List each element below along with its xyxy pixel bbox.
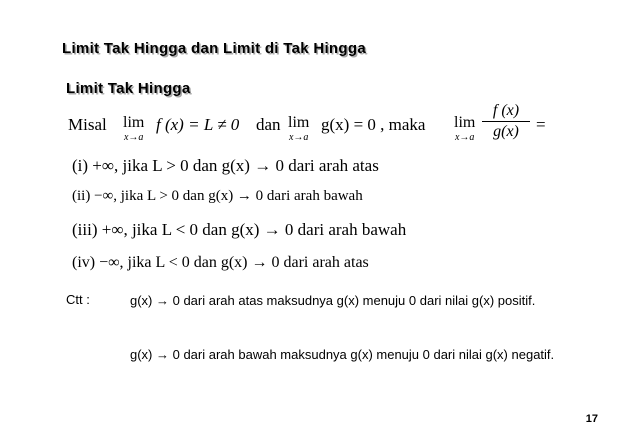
dan-word: dan <box>256 115 281 134</box>
limit-operator-1: lim x→a <box>123 114 145 143</box>
fraction-f-over-g: f (x) g(x) <box>482 102 530 141</box>
limit-operator-3: lim x→a <box>454 114 476 143</box>
condition-ii: (ii) −∞, jika L > 0 dan g(x) → 0 dari arah bawah <box>72 188 363 204</box>
equals-sign: = <box>536 115 546 134</box>
condition-iv: (iv) −∞, jika L < 0 dan g(x) → 0 dari arah atas <box>72 254 369 271</box>
note-label: Ctt : <box>66 292 90 307</box>
note-from-above: g(x) → 0 dari arah atas maksudnya g(x) menuju 0 dari nilai g(x) positif. <box>130 293 536 308</box>
page-number: 17 <box>585 413 598 425</box>
slide-title: Limit Tak Hingga dan Limit di Tak Hingga <box>62 40 366 57</box>
condition-i: (i) +∞, jika L > 0 dan g(x) → 0 dari arah atas <box>72 156 379 175</box>
section-heading: Limit Tak Hingga <box>66 80 191 97</box>
misal-word: Misal <box>68 115 107 134</box>
note-from-below: g(x) → 0 dari arah bawah maksudnya g(x) menuju 0 dari nilai g(x) negatif. <box>130 347 555 362</box>
limit-expression-f: f (x) = L ≠ 0 <box>156 115 240 134</box>
limit-operator-2: lim x→a <box>288 114 310 143</box>
condition-iii: (iii) +∞, jika L < 0 dan g(x) → 0 dari arah bawah <box>72 220 407 239</box>
limit-expression-g: g(x) = 0 , maka <box>321 115 426 134</box>
limit-formula <box>68 104 548 154</box>
